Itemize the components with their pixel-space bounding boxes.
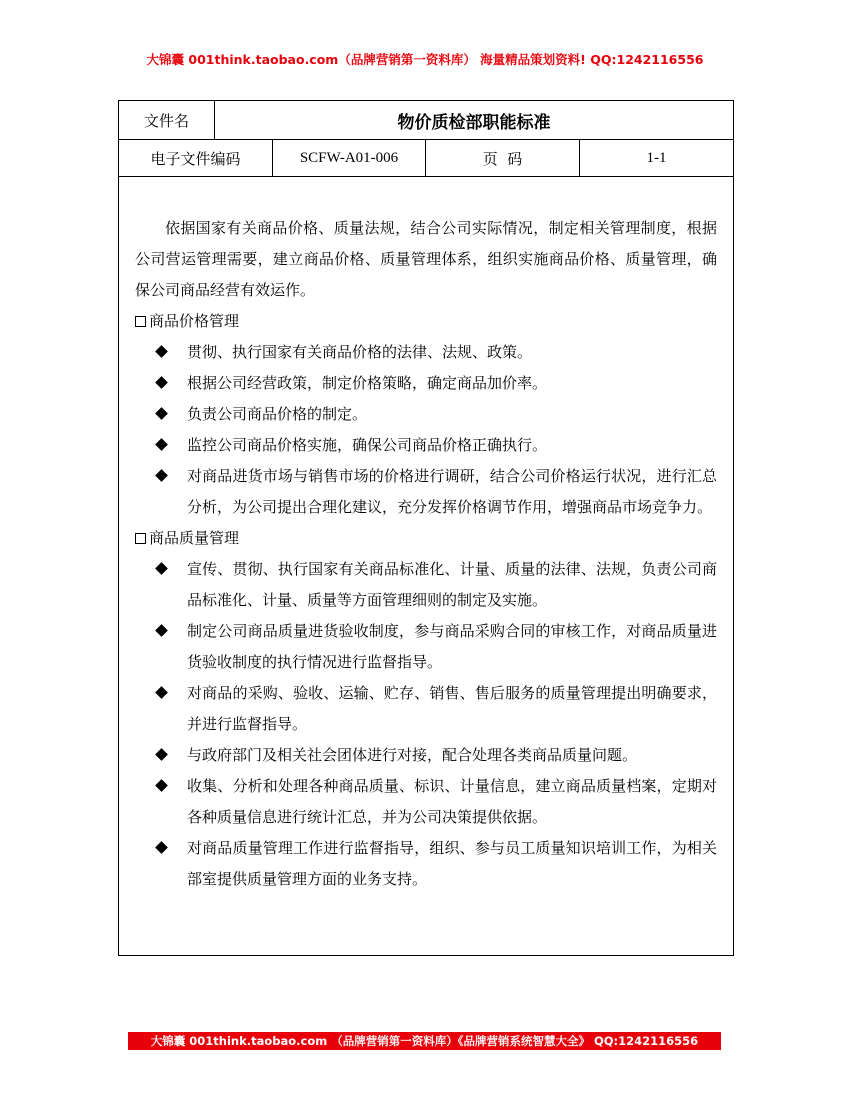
list-item <box>135 740 717 771</box>
diamond-bullet-icon <box>155 376 168 389</box>
file-name-label: 文件名 <box>119 101 215 140</box>
content-cell <box>119 177 734 956</box>
list-item <box>135 616 717 678</box>
section-heading-price <box>135 306 717 337</box>
document-title: 物价质检部职能标准 <box>215 101 734 140</box>
diamond-bullet-icon <box>155 438 168 451</box>
diamond-bullet-icon <box>155 686 168 699</box>
list-item <box>135 771 717 833</box>
document-body <box>119 177 733 895</box>
document-table <box>118 100 734 956</box>
list-item <box>135 337 717 368</box>
list-item-text: 对商品进货市场与销售市场的价格进行调研，结合公司价格运行状况，进行汇总分析，为公司提出合理化建议，充分发挥价格调节作用，增强商品市场竞争力。 <box>187 467 717 516</box>
list-item-text: 对商品质量管理工作进行监督指导，组织、参与员工质量知识培训工作，为相关部室提供质量管理方面的业务支持。 <box>187 839 717 888</box>
list-item <box>135 368 717 399</box>
list-item-text: 与政府部门及相关社会团体进行对接，配合处理各类商品质量问题。 <box>187 746 638 764</box>
electronic-code-label: 电子文件编码 <box>119 140 273 177</box>
diamond-bullet-icon <box>155 562 168 575</box>
list-item-text: 负责公司商品价格的制定。 <box>187 405 368 423</box>
list-item-text: 对商品的采购、验收、运输、贮存、销售、售后服务的质量管理提出明确要求，并进行监督指导。 <box>187 684 717 733</box>
price-items-list <box>135 337 717 523</box>
section-heading-quality <box>135 523 717 554</box>
section-heading-text: 商品质量管理 <box>149 529 240 547</box>
diamond-bullet-icon <box>155 779 168 792</box>
list-item-text: 制定公司商品质量进货验收制度，参与商品采购合同的审核工作，对商品质量进货验收制度的执行情况进行监督指导。 <box>187 622 717 671</box>
list-item <box>135 554 717 616</box>
list-item <box>135 678 717 740</box>
list-item-text: 宣传、贯彻、执行国家有关商品标准化、计量、质量的法律、法规，负责公司商品标准化、计量、质量等方面管理细则的制定及实施。 <box>187 560 717 609</box>
checkbox-icon <box>135 316 146 327</box>
diamond-bullet-icon <box>155 345 168 358</box>
diamond-bullet-icon <box>155 841 168 854</box>
list-item-text: 收集、分析和处理各种商品质量、标识、计量信息，建立商品质量档案，定期对各种质量信息进行统计汇总，并为公司决策提供依据。 <box>187 777 717 826</box>
checkbox-icon <box>135 533 146 544</box>
page-label: 页 码 <box>426 140 580 177</box>
list-item <box>135 461 717 523</box>
diamond-bullet-icon <box>155 407 168 420</box>
header-banner: 大锦囊 001think.taobao.com（品牌营销第一资料库） 海量精品策划资料! QQ:1242116556 <box>146 52 704 67</box>
quality-items-list <box>135 554 717 895</box>
list-item <box>135 833 717 895</box>
page-value: 1-1 <box>580 140 734 177</box>
diamond-bullet-icon <box>155 624 168 637</box>
list-item <box>135 399 717 430</box>
footer-banner: 大锦囊 001think.taobao.com （品牌营销第一资料库）《品牌营销系统智慧大全》 QQ:1242116556 <box>128 1032 721 1050</box>
section-heading-text: 商品价格管理 <box>149 312 240 330</box>
diamond-bullet-icon <box>155 469 168 482</box>
list-item <box>135 430 717 461</box>
intro-paragraph: 依据国家有关商品价格、质量法规，结合公司实际情况，制定相关管理制度，根据公司营运管理需要，建立商品价格、质量管理体系，组织实施商品价格、质量管理，确保公司商品经营有效运作。 <box>135 219 717 299</box>
electronic-code-value: SCFW-A01-006 <box>273 140 426 177</box>
diamond-bullet-icon <box>155 748 168 761</box>
list-item-text: 根据公司经营政策，制定价格策略，确定商品加价率。 <box>187 374 548 392</box>
list-item-text: 监控公司商品价格实施，确保公司商品价格正确执行。 <box>187 436 548 454</box>
list-item-text: 贯彻、执行国家有关商品价格的法律、法规、政策。 <box>187 343 533 361</box>
